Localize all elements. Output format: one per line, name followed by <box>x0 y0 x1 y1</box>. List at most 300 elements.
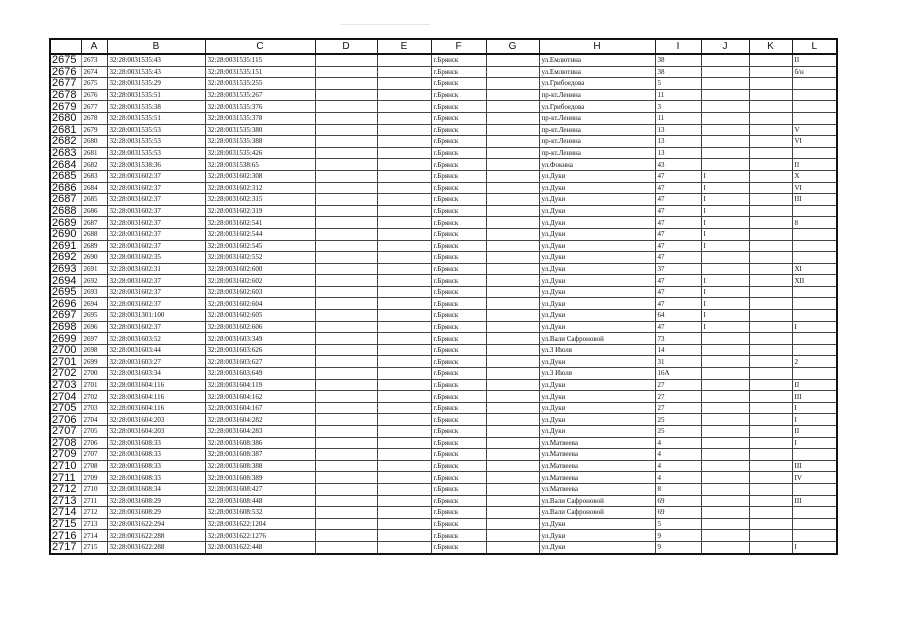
cell-index[interactable]: 2679 <box>81 124 107 136</box>
cell-house[interactable]: 13 <box>655 147 701 159</box>
cell-street[interactable]: ул.Дуки <box>539 252 655 264</box>
cell-object-number[interactable]: 32:28:0031535:151 <box>205 66 315 78</box>
cell-j[interactable] <box>701 136 749 148</box>
cell-e[interactable] <box>377 275 431 287</box>
cell-g[interactable] <box>486 518 539 530</box>
cell-object-number[interactable]: 32:28:0031604:162 <box>205 391 315 403</box>
cell-street[interactable]: ул.Дуки <box>539 356 655 368</box>
cell-e[interactable] <box>377 507 431 519</box>
cell-d[interactable] <box>315 159 377 171</box>
cell-house[interactable]: 8 <box>655 483 701 495</box>
cell-premises[interactable] <box>792 333 837 345</box>
cell-j[interactable] <box>701 507 749 519</box>
cell-e[interactable] <box>377 472 431 484</box>
cell-parcel-number[interactable]: 32:28:0031602:31 <box>107 263 205 275</box>
cell-street[interactable]: ул.Дуки <box>539 518 655 530</box>
cell-index[interactable]: 2689 <box>81 240 107 252</box>
cell-j[interactable] <box>701 483 749 495</box>
column-header[interactable]: C <box>205 39 315 54</box>
cell-city[interactable]: г.Брянск <box>431 507 486 519</box>
cell-k[interactable] <box>749 460 792 472</box>
cell-parcel-number[interactable]: 32:28:0031622:294 <box>107 518 205 530</box>
cell-house[interactable]: 47 <box>655 252 701 264</box>
row-number[interactable]: 2716 <box>50 530 81 542</box>
cell-object-number[interactable]: 32:28:0031535:388 <box>205 136 315 148</box>
cell-g[interactable] <box>486 112 539 124</box>
cell-object-number[interactable]: 32:28:0031603:349 <box>205 333 315 345</box>
cell-premises[interactable]: IV <box>792 472 837 484</box>
cell-k[interactable] <box>749 275 792 287</box>
cell-object-number[interactable]: 32:28:0031603:649 <box>205 368 315 380</box>
cell-city[interactable]: г.Брянск <box>431 368 486 380</box>
cell-street[interactable]: ул.Дуки <box>539 205 655 217</box>
cell-street[interactable]: ул.Дуки <box>539 391 655 403</box>
cell-index[interactable]: 2705 <box>81 426 107 438</box>
cell-parcel-number[interactable]: 32:28:0031602:37 <box>107 298 205 310</box>
cell-d[interactable] <box>315 124 377 136</box>
cell-object-number[interactable]: 32:28:0031604:167 <box>205 402 315 414</box>
cell-d[interactable] <box>315 205 377 217</box>
cell-city[interactable]: г.Брянск <box>431 101 486 113</box>
cell-house[interactable]: 47 <box>655 228 701 240</box>
cell-premises[interactable]: XII <box>792 275 837 287</box>
cell-parcel-number[interactable]: 32:28:0031604:116 <box>107 391 205 403</box>
cell-premises[interactable]: II <box>792 379 837 391</box>
cell-k[interactable] <box>749 437 792 449</box>
cell-e[interactable] <box>377 460 431 472</box>
cell-object-number[interactable]: 32:28:0031602:606 <box>205 321 315 333</box>
cell-g[interactable] <box>486 426 539 438</box>
cell-d[interactable] <box>315 402 377 414</box>
cell-e[interactable] <box>377 124 431 136</box>
cell-house[interactable]: 4 <box>655 460 701 472</box>
cell-street[interactable]: ул.3 Июля <box>539 344 655 356</box>
cell-street[interactable]: ул.Дуки <box>539 379 655 391</box>
cell-city[interactable]: г.Брянск <box>431 530 486 542</box>
cell-house[interactable]: 43 <box>655 159 701 171</box>
cell-premises[interactable]: I <box>792 402 837 414</box>
cell-street[interactable]: ул.Дуки <box>539 298 655 310</box>
cell-object-number[interactable]: 32:28:0031604:119 <box>205 379 315 391</box>
cell-d[interactable] <box>315 472 377 484</box>
cell-object-number[interactable]: 32:28:0031535:380 <box>205 124 315 136</box>
cell-j[interactable] <box>701 449 749 461</box>
cell-k[interactable] <box>749 89 792 101</box>
cell-city[interactable]: г.Брянск <box>431 495 486 507</box>
cell-city[interactable]: г.Брянск <box>431 483 486 495</box>
cell-house[interactable]: 38 <box>655 66 701 78</box>
cell-street[interactable]: ул.Дуки <box>539 321 655 333</box>
cell-index[interactable]: 2690 <box>81 252 107 264</box>
cell-parcel-number[interactable]: 32:28:0031622:288 <box>107 541 205 553</box>
cell-g[interactable] <box>486 101 539 113</box>
cell-g[interactable] <box>486 391 539 403</box>
cell-parcel-number[interactable]: 32:28:0031602:35 <box>107 252 205 264</box>
cell-j[interactable] <box>701 147 749 159</box>
cell-house[interactable]: 11 <box>655 89 701 101</box>
cell-d[interactable] <box>315 286 377 298</box>
cell-k[interactable] <box>749 101 792 113</box>
cell-index[interactable]: 2683 <box>81 170 107 182</box>
cell-index[interactable]: 2713 <box>81 518 107 530</box>
cell-k[interactable] <box>749 483 792 495</box>
cell-parcel-number[interactable]: 32:28:0031602:37 <box>107 194 205 206</box>
cell-j[interactable] <box>701 391 749 403</box>
cell-house[interactable]: 4 <box>655 472 701 484</box>
cell-j[interactable]: I <box>701 298 749 310</box>
cell-house[interactable]: 5 <box>655 78 701 90</box>
cell-city[interactable]: г.Брянск <box>431 402 486 414</box>
cell-g[interactable] <box>486 368 539 380</box>
cell-street[interactable]: ул.Дуки <box>539 275 655 287</box>
cell-k[interactable] <box>749 286 792 298</box>
cell-object-number[interactable]: 32:28:0031602:312 <box>205 182 315 194</box>
cell-e[interactable] <box>377 159 431 171</box>
row-number[interactable]: 2704 <box>50 391 81 403</box>
cell-e[interactable] <box>377 402 431 414</box>
cell-j[interactable]: I <box>701 310 749 322</box>
cell-d[interactable] <box>315 530 377 542</box>
column-header[interactable]: A <box>81 39 107 54</box>
cell-parcel-number[interactable]: 32:28:0031608:29 <box>107 507 205 519</box>
cell-street[interactable]: ул.Дуки <box>539 310 655 322</box>
cell-premises[interactable]: II <box>792 159 837 171</box>
cell-g[interactable] <box>486 217 539 229</box>
cell-street[interactable]: ул.Дуки <box>539 402 655 414</box>
cell-e[interactable] <box>377 333 431 345</box>
cell-city[interactable]: г.Брянск <box>431 426 486 438</box>
cell-index[interactable]: 2699 <box>81 356 107 368</box>
row-number[interactable]: 2706 <box>50 414 81 426</box>
row-number[interactable]: 2681 <box>50 124 81 136</box>
cell-d[interactable] <box>315 368 377 380</box>
cell-d[interactable] <box>315 518 377 530</box>
cell-street[interactable]: пр-кт.Ленина <box>539 89 655 101</box>
cell-parcel-number[interactable]: 32:28:0031602:37 <box>107 170 205 182</box>
cell-e[interactable] <box>377 495 431 507</box>
cell-parcel-number[interactable]: 32:28:0031535:38 <box>107 101 205 113</box>
cell-city[interactable]: г.Брянск <box>431 217 486 229</box>
cell-k[interactable] <box>749 530 792 542</box>
cell-premises[interactable] <box>792 78 837 90</box>
cell-object-number[interactable]: 32:28:0031602:603 <box>205 286 315 298</box>
cell-g[interactable] <box>486 483 539 495</box>
cell-e[interactable] <box>377 530 431 542</box>
cell-g[interactable] <box>486 275 539 287</box>
cell-index[interactable]: 2688 <box>81 228 107 240</box>
cell-house[interactable]: 25 <box>655 426 701 438</box>
row-number[interactable]: 2694 <box>50 275 81 287</box>
row-number[interactable]: 2687 <box>50 194 81 206</box>
row-number[interactable]: 2714 <box>50 507 81 519</box>
cell-d[interactable] <box>315 310 377 322</box>
cell-index[interactable]: 2694 <box>81 298 107 310</box>
cell-premises[interactable]: I <box>792 321 837 333</box>
cell-house[interactable]: 69 <box>655 507 701 519</box>
cell-e[interactable] <box>377 449 431 461</box>
cell-parcel-number[interactable]: 32:28:0031603:34 <box>107 368 205 380</box>
cell-d[interactable] <box>315 101 377 113</box>
cell-e[interactable] <box>377 182 431 194</box>
cell-j[interactable] <box>701 495 749 507</box>
cell-j[interactable]: I <box>701 228 749 240</box>
cell-g[interactable] <box>486 344 539 356</box>
cell-city[interactable]: г.Брянск <box>431 379 486 391</box>
cell-parcel-number[interactable]: 32:28:0031604:116 <box>107 402 205 414</box>
cell-j[interactable] <box>701 368 749 380</box>
cell-street[interactable]: ул.Дуки <box>539 263 655 275</box>
row-number[interactable]: 2680 <box>50 112 81 124</box>
row-number[interactable]: 2683 <box>50 147 81 159</box>
cell-object-number[interactable]: 32:28:0031602:308 <box>205 170 315 182</box>
column-header[interactable]: B <box>107 39 205 54</box>
cell-premises[interactable] <box>792 147 837 159</box>
cell-k[interactable] <box>749 124 792 136</box>
cell-street[interactable]: пр-кт.Ленина <box>539 136 655 148</box>
cell-d[interactable] <box>315 507 377 519</box>
cell-street[interactable]: ул.Дуки <box>539 194 655 206</box>
cell-parcel-number[interactable]: 32:28:0031301:100 <box>107 310 205 322</box>
cell-g[interactable] <box>486 136 539 148</box>
cell-k[interactable] <box>749 426 792 438</box>
cell-j[interactable] <box>701 541 749 553</box>
cell-house[interactable]: 64 <box>655 310 701 322</box>
row-number[interactable]: 2700 <box>50 344 81 356</box>
cell-g[interactable] <box>486 54 539 66</box>
cell-street[interactable]: ул.Дуки <box>539 530 655 542</box>
cell-k[interactable] <box>749 112 792 124</box>
cell-city[interactable]: г.Брянск <box>431 205 486 217</box>
cell-g[interactable] <box>486 333 539 345</box>
cell-parcel-number[interactable]: 32:28:0031608:33 <box>107 472 205 484</box>
row-number[interactable]: 2709 <box>50 449 81 461</box>
cell-premises[interactable]: VI <box>792 136 837 148</box>
cell-city[interactable]: г.Брянск <box>431 356 486 368</box>
cell-j[interactable] <box>701 402 749 414</box>
cell-d[interactable] <box>315 437 377 449</box>
cell-k[interactable] <box>749 379 792 391</box>
column-header[interactable]: F <box>431 39 486 54</box>
column-header[interactable]: E <box>377 39 431 54</box>
cell-premises[interactable] <box>792 518 837 530</box>
cell-e[interactable] <box>377 263 431 275</box>
cell-d[interactable] <box>315 136 377 148</box>
cell-premises[interactable] <box>792 344 837 356</box>
cell-object-number[interactable]: 32:28:0031535:267 <box>205 89 315 101</box>
cell-house[interactable]: 9 <box>655 530 701 542</box>
cell-j[interactable] <box>701 518 749 530</box>
cell-parcel-number[interactable]: 32:28:0031603:27 <box>107 356 205 368</box>
cell-index[interactable]: 2715 <box>81 541 107 553</box>
cell-street[interactable]: ул.Вали Сафроновой <box>539 495 655 507</box>
cell-g[interactable] <box>486 541 539 553</box>
cell-index[interactable]: 2684 <box>81 182 107 194</box>
cell-k[interactable] <box>749 321 792 333</box>
cell-index[interactable]: 2673 <box>81 54 107 66</box>
cell-k[interactable] <box>749 136 792 148</box>
cell-g[interactable] <box>486 252 539 264</box>
cell-city[interactable]: г.Брянск <box>431 170 486 182</box>
cell-j[interactable] <box>701 54 749 66</box>
cell-k[interactable] <box>749 182 792 194</box>
cell-d[interactable] <box>315 449 377 461</box>
cell-d[interactable] <box>315 426 377 438</box>
cell-k[interactable] <box>749 449 792 461</box>
cell-e[interactable] <box>377 112 431 124</box>
cell-house[interactable]: 4 <box>655 449 701 461</box>
cell-e[interactable] <box>377 379 431 391</box>
cell-j[interactable]: I <box>701 205 749 217</box>
column-header[interactable] <box>50 39 81 54</box>
cell-premises[interactable] <box>792 240 837 252</box>
cell-parcel-number[interactable]: 32:28:0031608:29 <box>107 495 205 507</box>
cell-k[interactable] <box>749 228 792 240</box>
cell-index[interactable]: 2697 <box>81 333 107 345</box>
cell-street[interactable]: ул.Емлютина <box>539 54 655 66</box>
cell-city[interactable]: г.Брянск <box>431 263 486 275</box>
cell-object-number[interactable]: 32:28:0031535:255 <box>205 78 315 90</box>
cell-g[interactable] <box>486 495 539 507</box>
cell-j[interactable] <box>701 101 749 113</box>
cell-premises[interactable]: I <box>792 541 837 553</box>
cell-city[interactable]: г.Брянск <box>431 275 486 287</box>
cell-k[interactable] <box>749 78 792 90</box>
cell-k[interactable] <box>749 518 792 530</box>
cell-object-number[interactable]: 32:28:0031608:532 <box>205 507 315 519</box>
cell-premises[interactable] <box>792 101 837 113</box>
cell-premises[interactable] <box>792 449 837 461</box>
cell-k[interactable] <box>749 194 792 206</box>
cell-d[interactable] <box>315 66 377 78</box>
cell-parcel-number[interactable]: 32:28:0031535:43 <box>107 66 205 78</box>
cell-k[interactable] <box>749 310 792 322</box>
cell-city[interactable]: г.Брянск <box>431 518 486 530</box>
cell-street[interactable]: ул.Дуки <box>539 286 655 298</box>
row-number[interactable]: 2712 <box>50 483 81 495</box>
cell-parcel-number[interactable]: 32:28:0031604:116 <box>107 379 205 391</box>
row-number[interactable]: 2677 <box>50 78 81 90</box>
cell-city[interactable]: г.Брянск <box>431 333 486 345</box>
cell-e[interactable] <box>377 78 431 90</box>
cell-index[interactable]: 2704 <box>81 414 107 426</box>
column-header[interactable]: K <box>749 39 792 54</box>
cell-k[interactable] <box>749 472 792 484</box>
cell-object-number[interactable]: 32:28:0031608:427 <box>205 483 315 495</box>
cell-city[interactable]: г.Брянск <box>431 54 486 66</box>
cell-j[interactable] <box>701 252 749 264</box>
cell-d[interactable] <box>315 147 377 159</box>
cell-house[interactable]: 25 <box>655 414 701 426</box>
cell-k[interactable] <box>749 252 792 264</box>
cell-d[interactable] <box>315 344 377 356</box>
cell-object-number[interactable]: 32:28:0031608:388 <box>205 460 315 472</box>
cell-house[interactable]: 27 <box>655 379 701 391</box>
cell-street[interactable]: ул.3 Июля <box>539 368 655 380</box>
cell-premises[interactable] <box>792 530 837 542</box>
cell-city[interactable]: г.Брянск <box>431 112 486 124</box>
cell-e[interactable] <box>377 252 431 264</box>
row-number[interactable]: 2697 <box>50 310 81 322</box>
cell-j[interactable]: I <box>701 286 749 298</box>
cell-city[interactable]: г.Брянск <box>431 437 486 449</box>
row-number[interactable]: 2691 <box>50 240 81 252</box>
cell-g[interactable] <box>486 286 539 298</box>
row-number[interactable]: 2702 <box>50 368 81 380</box>
cell-k[interactable] <box>749 263 792 275</box>
cell-street[interactable]: пр-кт.Ленина <box>539 147 655 159</box>
cell-street[interactable]: ул.Матвеева <box>539 449 655 461</box>
cell-d[interactable] <box>315 252 377 264</box>
cell-street[interactable]: ул.Грибоедова <box>539 78 655 90</box>
cell-e[interactable] <box>377 170 431 182</box>
cell-premises[interactable]: 8 <box>792 217 837 229</box>
cell-premises[interactable]: I <box>792 414 837 426</box>
cell-city[interactable]: г.Брянск <box>431 78 486 90</box>
cell-j[interactable]: I <box>701 194 749 206</box>
cell-premises[interactable]: III <box>792 391 837 403</box>
cell-g[interactable] <box>486 379 539 391</box>
column-header[interactable]: I <box>655 39 701 54</box>
cell-index[interactable]: 2681 <box>81 147 107 159</box>
cell-parcel-number[interactable]: 32:28:0031535:53 <box>107 124 205 136</box>
cell-index[interactable]: 2687 <box>81 217 107 229</box>
cell-object-number[interactable]: 32:28:0031604:282 <box>205 414 315 426</box>
cell-city[interactable]: г.Брянск <box>431 147 486 159</box>
cell-city[interactable]: г.Брянск <box>431 472 486 484</box>
cell-d[interactable] <box>315 89 377 101</box>
cell-street[interactable]: ул.Дуки <box>539 170 655 182</box>
cell-index[interactable]: 2714 <box>81 530 107 542</box>
cell-house[interactable]: 27 <box>655 402 701 414</box>
cell-parcel-number[interactable]: 32:28:0031608:34 <box>107 483 205 495</box>
cell-parcel-number[interactable]: 32:28:0031608:33 <box>107 460 205 472</box>
cell-street[interactable]: пр-кт.Ленина <box>539 112 655 124</box>
cell-e[interactable] <box>377 194 431 206</box>
cell-object-number[interactable]: 32:28:0031535:115 <box>205 54 315 66</box>
cell-city[interactable]: г.Брянск <box>431 66 486 78</box>
cell-j[interactable]: I <box>701 170 749 182</box>
cell-k[interactable] <box>749 298 792 310</box>
cell-k[interactable] <box>749 356 792 368</box>
cell-e[interactable] <box>377 240 431 252</box>
cell-object-number[interactable]: 32:28:0031604:283 <box>205 426 315 438</box>
cell-index[interactable]: 2711 <box>81 495 107 507</box>
cell-k[interactable] <box>749 402 792 414</box>
cell-city[interactable]: г.Брянск <box>431 298 486 310</box>
cell-g[interactable] <box>486 321 539 333</box>
cell-city[interactable]: г.Брянск <box>431 321 486 333</box>
cell-d[interactable] <box>315 182 377 194</box>
cell-parcel-number[interactable]: 32:28:0031535:51 <box>107 112 205 124</box>
cell-object-number[interactable]: 32:28:0031603:627 <box>205 356 315 368</box>
cell-street[interactable]: ул.Матвеева <box>539 483 655 495</box>
cell-parcel-number[interactable]: 32:28:0031604:203 <box>107 426 205 438</box>
cell-e[interactable] <box>377 356 431 368</box>
cell-house[interactable]: 47 <box>655 240 701 252</box>
cell-e[interactable] <box>377 426 431 438</box>
cell-object-number[interactable]: 32:28:0031535:426 <box>205 147 315 159</box>
row-number[interactable]: 2696 <box>50 298 81 310</box>
cell-object-number[interactable]: 32:28:0031608:448 <box>205 495 315 507</box>
cell-street[interactable]: ул.Дуки <box>539 541 655 553</box>
cell-j[interactable] <box>701 460 749 472</box>
cell-g[interactable] <box>486 240 539 252</box>
cell-e[interactable] <box>377 217 431 229</box>
cell-e[interactable] <box>377 136 431 148</box>
cell-parcel-number[interactable]: 32:28:0031535:29 <box>107 78 205 90</box>
cell-object-number[interactable]: 32:28:0031538:65 <box>205 159 315 171</box>
cell-j[interactable] <box>701 344 749 356</box>
